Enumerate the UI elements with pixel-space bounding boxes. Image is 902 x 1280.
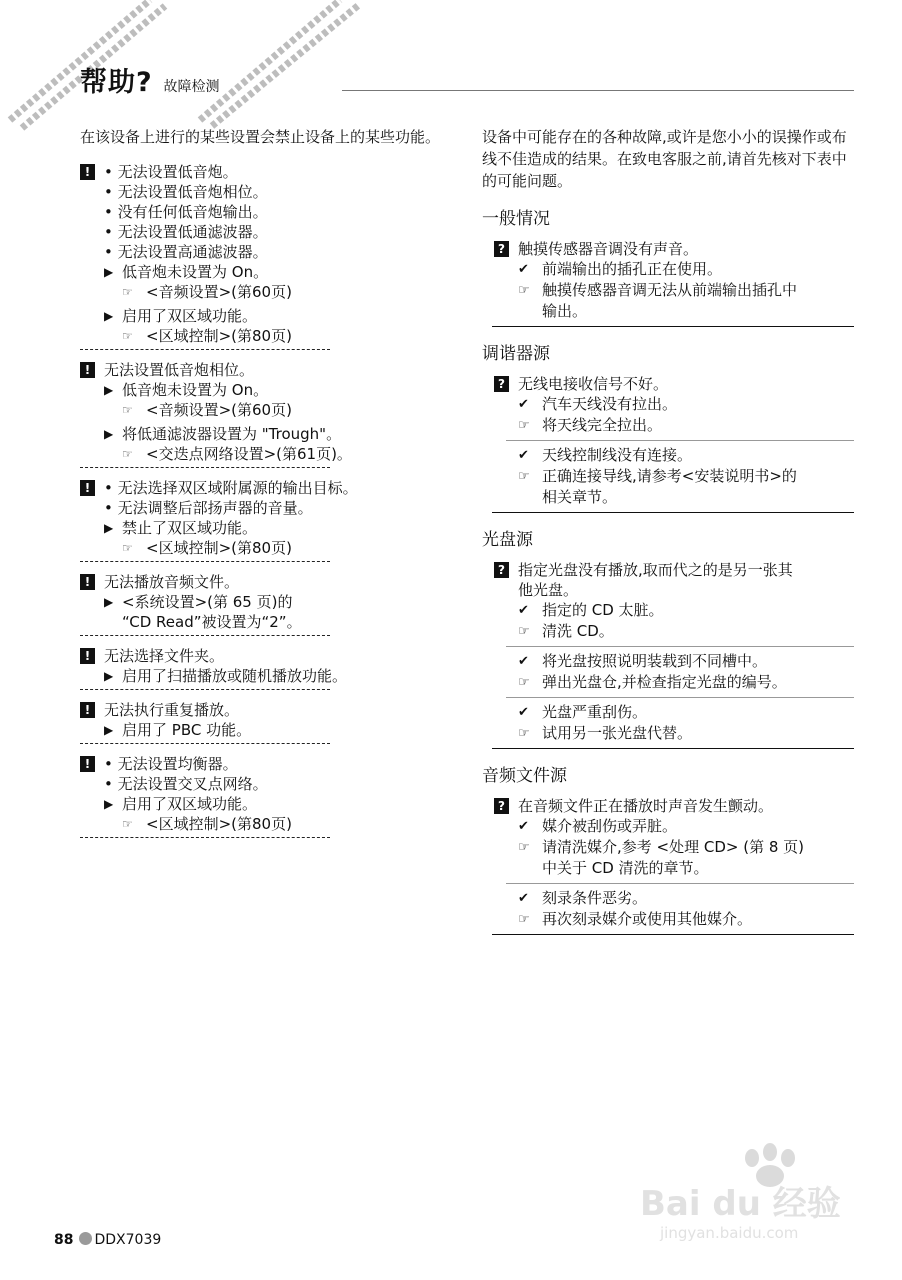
- section-divider: [492, 326, 854, 327]
- check-item: ✔ 指定的 CD 太脏。: [518, 601, 664, 619]
- page-title: 帮助?: [80, 67, 153, 98]
- check-item: ✔ 汽车天线没有拉出。: [518, 395, 678, 413]
- arrow-icon: ▶: [104, 595, 114, 609]
- watermark-brand: Bai du 经验: [640, 1184, 841, 1224]
- warning-block: [80, 478, 450, 558]
- exclamation-icon: !: [80, 574, 95, 590]
- cause: ▶ 将低通滤波器设置为 "Trough"。: [104, 425, 342, 443]
- item-divider: [506, 697, 854, 698]
- cause: ▶ 启用了 PBC 功能。: [104, 721, 252, 739]
- check-item: ✔ 光盘严重刮伤。: [518, 703, 648, 721]
- dashed-divider: [80, 689, 330, 690]
- reference: ☞ 触摸传感器音调无法从前端输出插孔中 输出。: [518, 281, 798, 320]
- check-icon: ✔: [518, 705, 529, 720]
- exclamation-icon: !: [80, 702, 95, 718]
- left-intro: 在该设备上进行的某些设置会禁止设备上的某些功能。: [80, 128, 441, 146]
- question: ? 指定光盘没有播放,取而代之的是另一张其 他光盘。: [482, 560, 854, 600]
- symptom: • 无法设置低通滤波器。: [104, 222, 450, 242]
- warning-block: [80, 162, 450, 346]
- reference: ☞ 弹出光盘仓,并检查指定光盘的编号。: [518, 673, 787, 691]
- reference-icon: ☞: [518, 726, 530, 741]
- page-header: [80, 60, 219, 99]
- check-icon: ✔: [518, 654, 529, 669]
- arrow-icon: ▶: [104, 797, 114, 811]
- question-icon: ?: [494, 562, 509, 578]
- question-icon: ?: [494, 241, 509, 257]
- symptom: • 无法设置低音炮。: [104, 162, 450, 182]
- section-heading: 调谐器源: [482, 344, 550, 364]
- symptom: 无法播放音频文件。: [104, 573, 240, 591]
- symptom: • 无法设置交叉点网络。: [104, 774, 450, 794]
- cause: ▶ 禁止了双区域功能。: [104, 519, 258, 537]
- arrow-icon: ▶: [104, 265, 114, 279]
- warning-block: [80, 360, 450, 464]
- symptom: 无法执行重复播放。: [104, 701, 240, 719]
- arrow-icon: ▶: [104, 723, 114, 737]
- page-number: 88: [54, 1232, 74, 1248]
- reference-icon: ☞: [518, 469, 530, 484]
- cause: ▶ 低音炮未设置为 On。: [104, 263, 269, 281]
- reference-icon: ☞: [122, 329, 133, 343]
- section-divider: [492, 748, 854, 749]
- exclamation-icon: !: [80, 362, 95, 378]
- exclamation-icon: !: [80, 164, 95, 180]
- cause: ▶ 启用了双区域功能。: [104, 307, 258, 325]
- reference: ☞ 清洗 CD。: [518, 622, 614, 640]
- cause: ▶ 启用了双区域功能。: [104, 795, 258, 813]
- check-icon: ✔: [518, 891, 529, 906]
- arrow-icon: ▶: [104, 669, 114, 683]
- section-divider: [492, 512, 854, 513]
- warning-block: [80, 572, 450, 632]
- watermark-url: jingyan.baidu.com: [660, 1224, 799, 1242]
- reference: ☞ <音频设置>(第60页): [122, 401, 292, 419]
- item-divider: [506, 440, 854, 441]
- dashed-divider: [80, 561, 330, 562]
- reference-icon: ☞: [122, 403, 133, 417]
- cause: ▶ 低音炮未设置为 On。: [104, 381, 269, 399]
- check-icon: ✔: [518, 262, 529, 277]
- right-column: [482, 126, 854, 945]
- arrow-icon: ▶: [104, 383, 114, 397]
- reference-icon: ☞: [122, 541, 133, 555]
- watermark: [640, 1138, 890, 1248]
- check-item: ✔ 天线控制线没有连接。: [518, 446, 693, 464]
- header-rule: [342, 90, 854, 91]
- exclamation-icon: !: [80, 648, 95, 664]
- page-subtitle: 故障检测: [163, 79, 220, 95]
- reference: ☞ 再次刻录媒介或使用其他媒介。: [518, 910, 753, 928]
- bullet-dot-icon: [79, 1232, 92, 1245]
- item-divider: [506, 883, 854, 884]
- left-column: [80, 126, 450, 848]
- symptom: • 无法设置低音炮相位。: [104, 182, 450, 202]
- reference: ☞ 将天线完全拉出。: [518, 416, 663, 434]
- reference: ☞ 试用另一张光盘代替。: [518, 724, 693, 742]
- question: ? 触摸传感器音调没有声音。: [482, 239, 854, 259]
- section-divider: [492, 934, 854, 935]
- reference: ☞ 请清洗媒介,参考 <处理 CD> (第 8 页) 中关于 CD 清洗的章节。: [518, 838, 805, 877]
- symptom: • 无法设置高通滤波器。: [104, 242, 450, 262]
- arrow-icon: ▶: [104, 309, 114, 323]
- reference: ☞ <交迭点网络设置>(第61页)。: [122, 445, 352, 463]
- symptom: 无法选择文件夹。: [104, 647, 225, 665]
- section-heading: 音频文件源: [482, 766, 567, 786]
- section-heading: 一般情况: [482, 209, 550, 229]
- symptom: • 没有任何低音炮输出。: [104, 202, 450, 222]
- reference-icon: ☞: [518, 675, 530, 690]
- reference: ☞ <区域控制>(第80页): [122, 327, 292, 345]
- symptom: • 无法调整后部扬声器的音量。: [104, 498, 450, 518]
- reference-icon: ☞: [518, 624, 530, 639]
- dashed-divider: [80, 837, 330, 838]
- item-divider: [506, 646, 854, 647]
- reference-icon: ☞: [122, 447, 133, 461]
- symptom: • 无法设置均衡器。: [104, 754, 450, 774]
- reference: ☞ <区域控制>(第80页): [122, 539, 292, 557]
- exclamation-icon: !: [80, 756, 95, 772]
- reference-icon: ☞: [122, 285, 133, 299]
- symptom: • 无法选择双区域附属源的输出目标。: [104, 478, 450, 498]
- dashed-divider: [80, 467, 330, 468]
- reference-icon: ☞: [518, 418, 530, 433]
- warning-block: [80, 700, 450, 740]
- reference-icon: ☞: [518, 912, 530, 927]
- question-icon: ?: [494, 376, 509, 392]
- model-name: DDX7039: [94, 1232, 162, 1248]
- reference: ☞ <音频设置>(第60页): [122, 283, 292, 301]
- check-icon: ✔: [518, 819, 529, 834]
- check-icon: ✔: [518, 448, 529, 463]
- question: ? 无线电接收信号不好。: [482, 374, 854, 394]
- reference: ☞ <区域控制>(第80页): [122, 815, 292, 833]
- warning-block: [80, 754, 450, 834]
- check-item: ✔ 将光盘按照说明装载到不同槽中。: [518, 652, 768, 670]
- arrow-icon: ▶: [104, 427, 114, 441]
- question-icon: ?: [494, 798, 509, 814]
- dashed-divider: [80, 635, 330, 636]
- page-footer: [54, 1232, 161, 1248]
- reference-icon: ☞: [518, 840, 530, 855]
- cause: ▶ 启用了扫描播放或随机播放功能。: [104, 667, 348, 685]
- exclamation-icon: !: [80, 480, 95, 496]
- check-icon: ✔: [518, 603, 529, 618]
- reference-icon: ☞: [518, 283, 530, 298]
- cause-continued: “CD Read”被设置为“2”。: [122, 613, 302, 631]
- question: ? 在音频文件正在播放时声音发生颤动。: [482, 796, 854, 816]
- right-intro: 设备中可能存在的各种故障,或许是您小小的误操作或布线不佳造成的结果。在致电客服之前,请首先核对下表中的可能问题。: [482, 128, 847, 190]
- dashed-divider: [80, 743, 330, 744]
- symptom: 无法设置低音炮相位。: [104, 361, 255, 379]
- reference: ☞ 正确连接导线,请参考<安装说明书>的 相关章节。: [518, 467, 797, 506]
- check-item: ✔ 前端输出的插孔正在使用。: [518, 260, 723, 278]
- warning-block: [80, 646, 450, 686]
- check-item: ✔ 刻录条件恶劣。: [518, 889, 648, 907]
- check-item: ✔ 媒介被刮伤或弄脏。: [518, 817, 678, 835]
- dashed-divider: [80, 349, 330, 350]
- arrow-icon: ▶: [104, 521, 114, 535]
- cause: ▶ <系统设置>(第 65 页)的: [104, 593, 293, 611]
- section-heading: 光盘源: [482, 530, 533, 550]
- check-icon: ✔: [518, 397, 529, 412]
- reference-icon: ☞: [122, 817, 133, 831]
